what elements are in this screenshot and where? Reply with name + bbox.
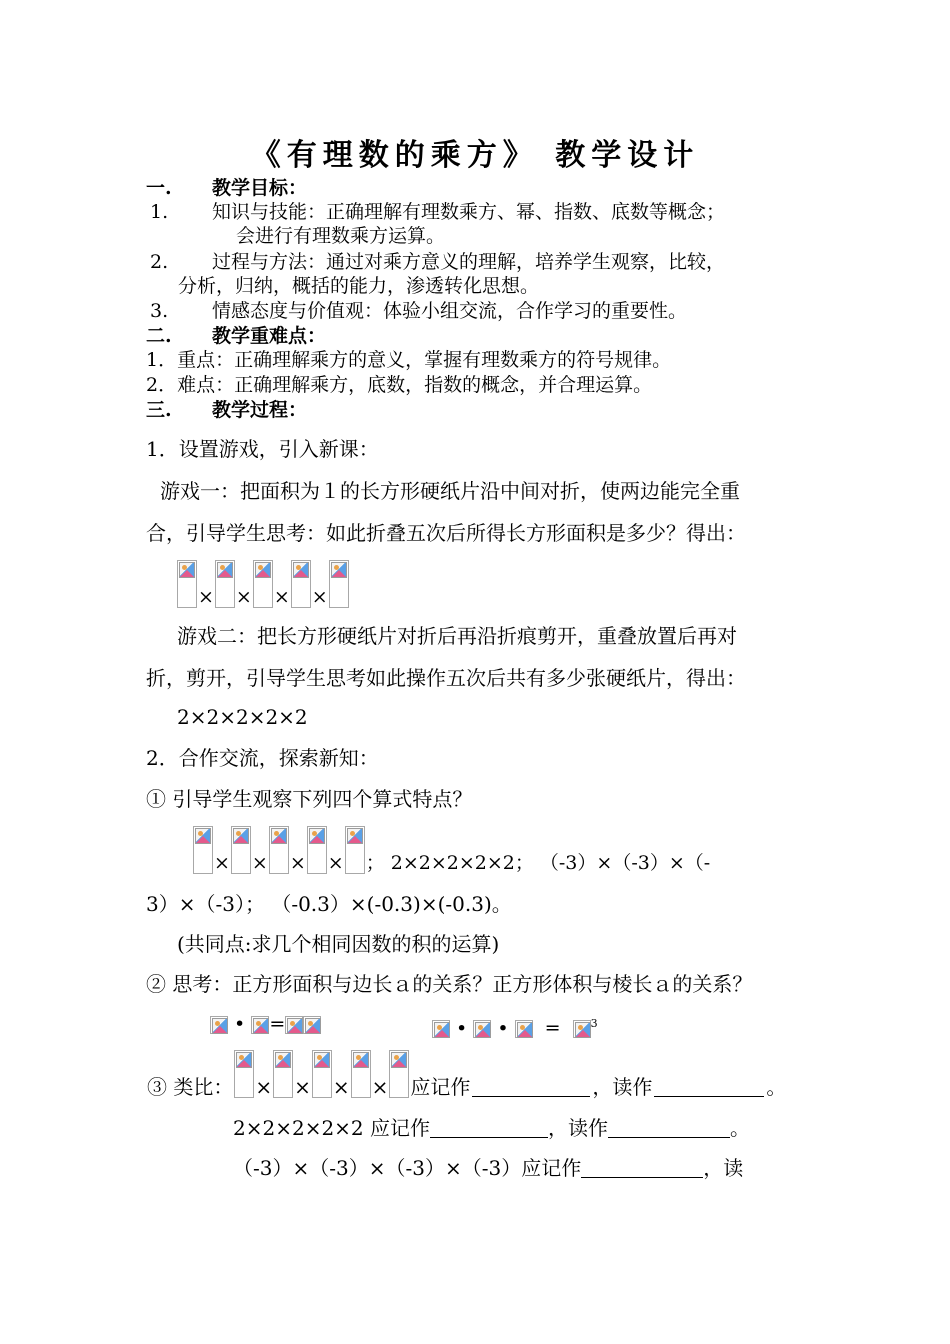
times-sign: × bbox=[311, 586, 328, 608]
volume-formula bbox=[432, 1012, 598, 1040]
reading-blank bbox=[608, 1119, 730, 1138]
reading-label: ，读作 bbox=[548, 1116, 609, 1140]
broken-image-icon bbox=[351, 1050, 371, 1098]
dot-operator: • bbox=[234, 1013, 246, 1035]
question-1-note: (共同点:求几个相同因数的积的运算) bbox=[177, 932, 500, 956]
reading-label: ，读作 bbox=[592, 1075, 653, 1099]
objective-1-number: 1. bbox=[150, 201, 169, 223]
analogy-line-3 bbox=[233, 1156, 743, 1180]
times-sign: × bbox=[214, 852, 230, 874]
broken-image-icon bbox=[312, 1050, 332, 1098]
section-1-heading: 教学目标： bbox=[212, 177, 308, 199]
analogy-2-expression: 2×2×2×2×2 应记作 bbox=[233, 1116, 431, 1140]
period: 。 bbox=[766, 1075, 787, 1099]
question-1-expression-continuation: 3）×（-3）； （-0.3）×(-0.3)×(-0.3)。 bbox=[146, 892, 512, 916]
broken-image-icon bbox=[473, 1020, 491, 1038]
notation-blank bbox=[472, 1078, 590, 1097]
question-1-expression-row bbox=[193, 826, 711, 874]
broken-image-icon bbox=[251, 1016, 269, 1034]
objective-2-continuation: 分析，归纳，概括的能力，渗透转化思想。 bbox=[178, 275, 540, 297]
objective-3-number: 3. bbox=[150, 300, 169, 322]
broken-image-icon bbox=[210, 1016, 228, 1034]
broken-image-icon bbox=[389, 1050, 409, 1098]
broken-image-icon bbox=[303, 1016, 321, 1034]
reading-blank bbox=[654, 1078, 764, 1097]
question-3-label: ③ 类比： bbox=[147, 1075, 234, 1099]
broken-image-icon bbox=[345, 826, 365, 874]
broken-image-icon bbox=[231, 826, 251, 874]
notation-blank bbox=[581, 1159, 703, 1178]
times-sign: × bbox=[294, 1075, 311, 1099]
broken-image-icon bbox=[573, 1020, 591, 1038]
times-sign: × bbox=[327, 852, 344, 874]
equals-sign: = bbox=[544, 1017, 561, 1040]
game-2-expression: 2×2×2×2×2 bbox=[177, 705, 308, 729]
times-sign: × bbox=[273, 586, 290, 608]
broken-image-icon bbox=[177, 560, 197, 608]
broken-image-icon bbox=[432, 1020, 450, 1038]
dot-operator: • bbox=[497, 1017, 509, 1040]
process-step-2: 2．合作交流，探索新知： bbox=[146, 746, 379, 770]
objective-2-text: 过程与方法：通过对乘方意义的理解，培养学生观察，比较， bbox=[212, 251, 726, 273]
game-1-line-2: 合，引导学生思考：如此折叠五次后所得长方形面积是多少？得出： bbox=[146, 521, 746, 545]
game-2-line-2: 折，剪开，引导学生思考如此操作五次后共有多少张硬纸片，得出： bbox=[146, 666, 746, 690]
times-sign: × bbox=[251, 852, 268, 874]
section-3-number: 三. bbox=[146, 399, 172, 421]
process-step-1: 1．设置游戏，引入新课： bbox=[146, 437, 379, 461]
reading-label: ，读 bbox=[703, 1156, 744, 1180]
question-2: ② 思考：正方形面积与边长ａ的关系？正方形体积与棱长ａ的关系？ bbox=[146, 972, 753, 996]
times-sign: × bbox=[332, 1075, 350, 1099]
objective-1-text: 知识与技能：正确理解有理数乘方、幂、指数、底数等概念； bbox=[212, 201, 726, 223]
question-3-row bbox=[146, 1050, 787, 1098]
analogy-line-2 bbox=[233, 1116, 750, 1140]
key-point-1: 1．重点：正确理解乘方的意义，掌握有理数乘方的符号规律。 bbox=[146, 349, 672, 371]
times-sign: × bbox=[255, 1075, 273, 1099]
section-3-heading: 教学过程： bbox=[212, 399, 308, 421]
game-2-line-1: 游戏二：把长方形硬纸片对折后再沿折痕剪开，重叠放置后再对 bbox=[177, 624, 737, 648]
exponent-superscript: 3 bbox=[590, 1017, 598, 1030]
broken-image-icon bbox=[515, 1020, 533, 1038]
broken-image-icon bbox=[193, 826, 213, 874]
broken-image-icon bbox=[269, 826, 289, 874]
broken-image-icon bbox=[273, 1050, 293, 1098]
notation-blank bbox=[430, 1119, 548, 1138]
game-1-expression bbox=[177, 560, 349, 608]
broken-image-icon bbox=[234, 1050, 254, 1098]
broken-image-icon bbox=[215, 560, 235, 608]
section-2-number: 二. bbox=[146, 325, 172, 347]
broken-image-icon bbox=[253, 560, 273, 608]
objective-3-text: 情感态度与价值观：体验小组交流，合作学习的重要性。 bbox=[212, 300, 688, 322]
period: 。 bbox=[730, 1116, 751, 1140]
broken-image-icon bbox=[291, 560, 311, 608]
analogy-3-expression: （-3）×（-3）×（-3）×（-3）应记作 bbox=[233, 1156, 582, 1180]
section-2-heading: 教学重难点： bbox=[212, 325, 327, 347]
objective-1-continuation: 会进行有理数乘方运算。 bbox=[236, 225, 446, 247]
broken-image-icon bbox=[307, 826, 327, 874]
game-1-line-1: 游戏一：把面积为１的长方形硬纸片沿中间对折，使两边能完全重 bbox=[160, 479, 740, 503]
dot-operator: • bbox=[456, 1017, 468, 1040]
key-point-2: 2．难点：正确理解乘方，底数，指数的概念，并合理运算。 bbox=[146, 374, 653, 396]
broken-image-icon bbox=[285, 1016, 303, 1034]
times-sign: × bbox=[198, 586, 214, 608]
times-sign: × bbox=[289, 852, 306, 874]
notation-label: 应记作 bbox=[410, 1075, 471, 1099]
equals-sign: = bbox=[269, 1013, 286, 1035]
question-1: ① 引导学生观察下列四个算式特点？ bbox=[146, 787, 473, 811]
area-formula bbox=[210, 1012, 321, 1036]
times-sign: × bbox=[235, 586, 252, 608]
question-1-expression-text: ； 2×2×2×2×2； （-3）×（-3）×（- bbox=[365, 852, 711, 874]
objective-2-number: 2. bbox=[150, 251, 169, 273]
document-title: 《有理数的乘方》 教学设计 bbox=[250, 138, 700, 173]
section-1-number: 一. bbox=[146, 177, 172, 199]
times-sign: × bbox=[371, 1075, 389, 1099]
broken-image-icon bbox=[329, 560, 349, 608]
